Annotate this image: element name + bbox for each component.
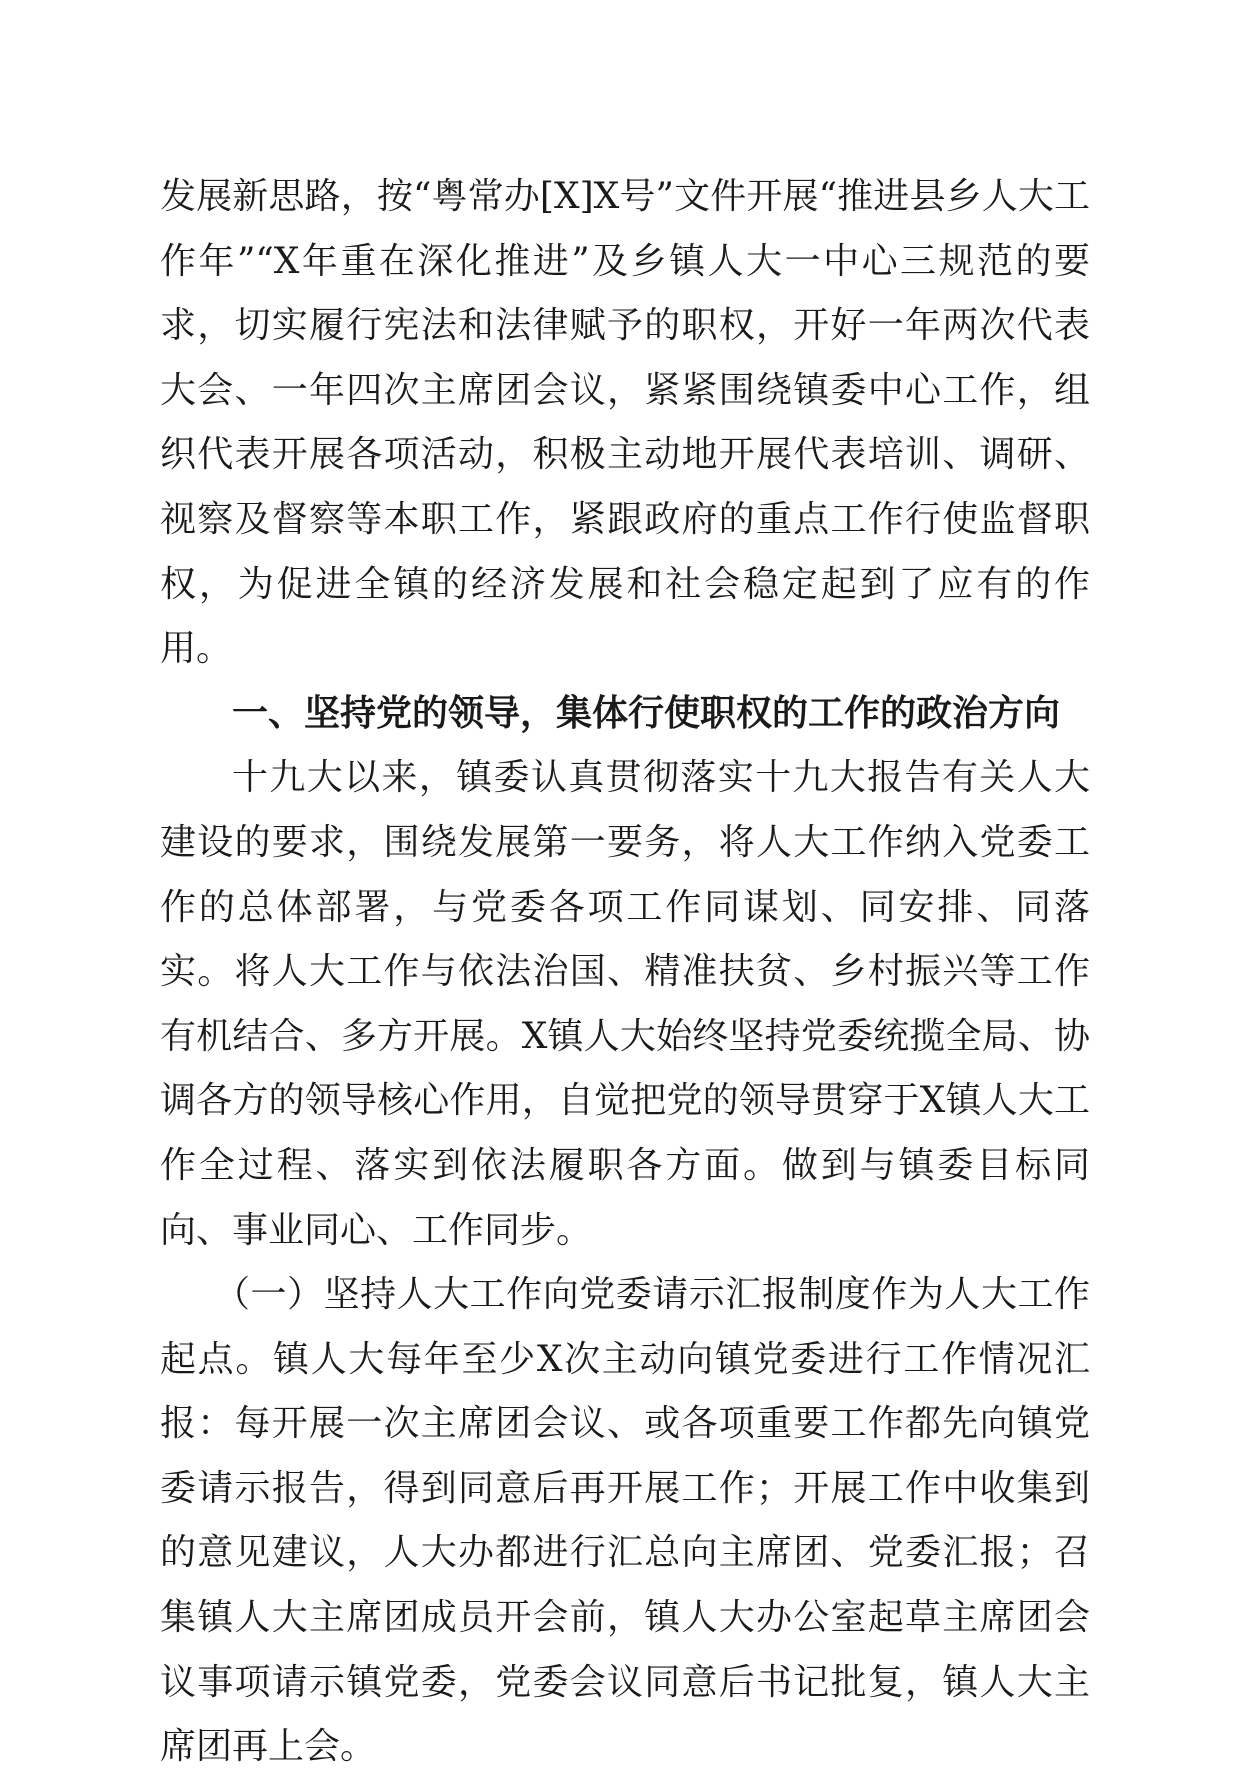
document-body — [160, 165, 1090, 1780]
body-paragraph-continuation: 发展新思路，按“粤常办[X]X号”文件开展“推进县乡人大工作年”“X年重在深化推进”及乡镇人大一中心三规范的要求，切实履行宪法和法律赋予的职权，开好一年两次代表大会、一年四次主席团会议，紧紧围绕镇委中心工作，组织代表开展各项活动，积极主动地开展代表培训、调研、视察及督察等本职工作，紧跟政府的重点工作行使监督职权，为促进全镇的经济发展和社会稳定起到了应有的作用。 — [160, 176, 1090, 670]
section-heading: 一、坚持党的领导，集体行使职权的工作的政治方向 — [232, 692, 1061, 734]
body-paragraph: 十九大以来，镇委认真贯彻落实十九大报告有关人大建设的要求，围绕发展第一要务，将人大工作纳入党委工作的总体部署，与党委各项工作同谋划、同安排、同落实。将人大工作与依法治国、精准扶贫、乡村振兴等工作有机结合、多方开展。X镇人大始终坚持党委统揽全局、协调各方的领导核心作用，自觉把党的领导贯穿于X镇人大工作全过程、落实到依法履职各方面。做到与镇委目标同向、事业同心、工作同步。 — [160, 757, 1090, 1251]
sub-heading-paragraph: （一）坚持人大工作向党委请示汇报制度作为人大工作起点。镇人大每年至少X次主动向镇党委进行工作情况汇报：每开展一次主席团会议、或各项重要工作都先向镇党委请示报告，得到同意后再开展工作；开展工作中收集到的意见建议，人大办都进行汇总向主席团、党委汇报；召集镇人大主席团成员开会前，镇人大办公室起草主席团会议事项请示镇党委，党委会议同意后书记批复，镇人大主席团再上会。 — [160, 1274, 1090, 1768]
